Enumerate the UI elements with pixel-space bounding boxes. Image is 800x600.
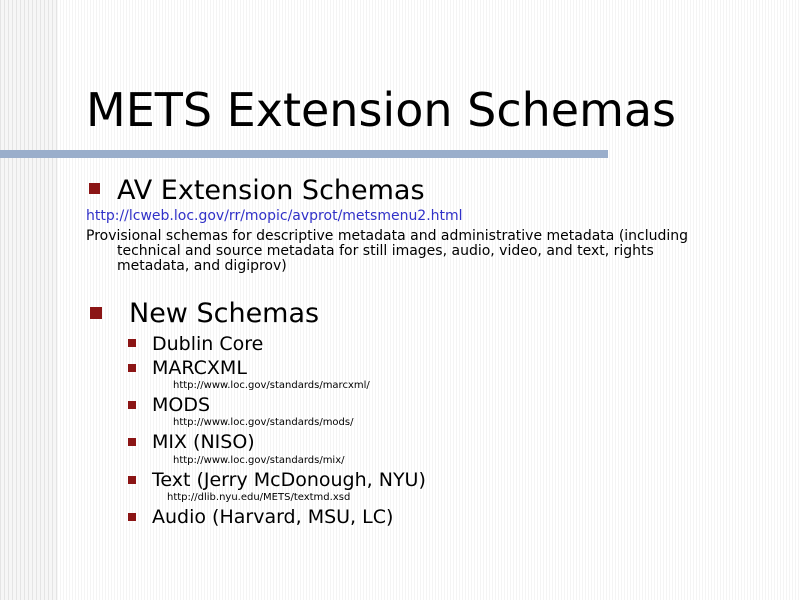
schema-item-dublin-core: Dublin Core	[152, 333, 264, 355]
bullet-square-icon	[90, 307, 102, 319]
schema-item-text: Text (Jerry McDonough, NYU)	[152, 469, 426, 491]
schema-url-marcxml[interactable]: http://www.loc.gov/standards/marcxml/	[173, 380, 370, 391]
title-underline-rule	[0, 150, 608, 158]
av-description-line2: technical and source metadata for still images, audio, video, and text, rights	[117, 243, 654, 259]
sub-bullet-icon	[128, 364, 136, 372]
sub-bullet-icon	[128, 476, 136, 484]
schema-item-marcxml: MARCXML	[152, 357, 247, 379]
schema-url-mix[interactable]: http://www.loc.gov/standards/mix/	[173, 455, 345, 466]
slide-title: METS Extension Schemas	[86, 83, 677, 137]
bullet-square-icon	[89, 183, 100, 194]
left-decorative-band	[0, 0, 58, 600]
av-description	[86, 229, 776, 274]
schema-item-mods: MODS	[152, 394, 211, 416]
av-link[interactable]: http://lcweb.loc.gov/rr/mopic/avprot/metsmenu2.html	[86, 208, 463, 224]
schema-url-mods[interactable]: http://www.loc.gov/standards/mods/	[173, 417, 354, 428]
av-heading: AV Extension Schemas	[117, 175, 425, 206]
sub-bullet-icon	[128, 401, 136, 409]
av-description-line3: metadata, and digiprov)	[117, 258, 287, 274]
schema-item-mix: MIX (NISO)	[152, 431, 255, 453]
sub-bullet-icon	[128, 339, 136, 347]
schema-url-text[interactable]: http://dlib.nyu.edu/METS/textmd.xsd	[167, 492, 351, 503]
av-description-line1: Provisional schemas for descriptive metadata and administrative metadata (including	[86, 228, 689, 244]
schema-item-audio: Audio (Harvard, MSU, LC)	[152, 506, 394, 528]
new-schemas-heading: New Schemas	[129, 298, 320, 329]
sub-bullet-icon	[128, 513, 136, 521]
sub-bullet-icon	[128, 438, 136, 446]
